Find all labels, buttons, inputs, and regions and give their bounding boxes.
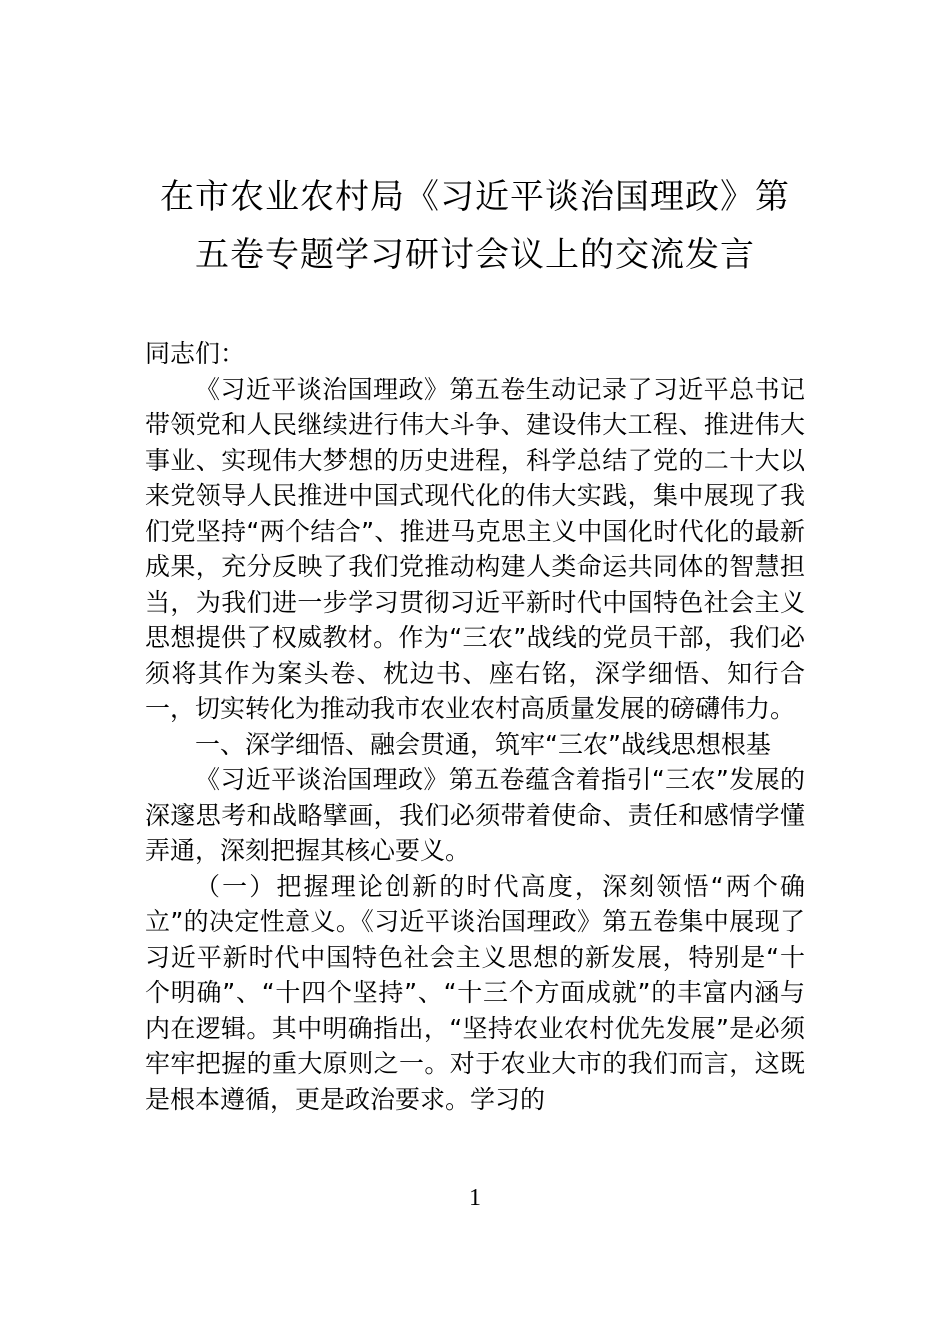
document-body bbox=[145, 336, 805, 1117]
paragraph-section-1: 《习近平谈治国理政》第五卷蕴含着指引“三农”发展的深邃思考和战略擘画，我们必须带着使命、责任和感情学懂弄通，深刻把握其核心要义。 bbox=[145, 765, 805, 865]
paragraph-intro: 《习近平谈治国理政》第五卷生动记录了习近平总书记带领党和人民继续进行伟大斗争、建设伟大工程、推进伟大事业、实现伟大梦想的历史进程，科学总结了党的二十大以来党领导人民推进中国式现代化的伟大实践，集中展现了我们党坚持“两个结合”、推进马克思主义中国化时代化的最新成果，充分反映了我们党推动构建人类命运共同体的智慧担当，为我们进一步学习贯彻习近平新时代中国特色社会主义思想提供了权威教材。作为“三农”战线的党员干部，我们必须将其作为案头卷、枕边书、座右铭，深学细悟、知行合一，切实转化为推动我市农业农村高质量发展的磅礴伟力。 bbox=[145, 374, 805, 723]
paragraph-subsection-1: （一）把握理论创新的时代高度，深刻领悟“两个确立”的决定性意义。《习近平谈治国理政》第五卷集中展现了习近平新时代中国特色社会主义思想的新发展，特别是“十个明确”、“十四个坚持”、“十三个方面成就”的丰富内涵与内在逻辑。其中明确指出，“坚持农业农村优先发展”是必须牢牢把握的重大原则之一。对于农业大市的我们而言，这既是根本遵循，更是政治要求。学习的 bbox=[145, 871, 805, 1114]
title-line-2: 五卷专题学习研讨会议上的交流发言 bbox=[195, 235, 755, 275]
document-title bbox=[140, 168, 810, 284]
title-line-1: 在市农业农村局《习近平谈治国理政》第 bbox=[160, 177, 790, 217]
page-number: 1 bbox=[469, 1185, 481, 1211]
salutation: 同志们： bbox=[145, 339, 246, 368]
section-heading-1: 一、深学细悟、融会贯通，筑牢“三农”战线思想根基 bbox=[195, 729, 771, 759]
